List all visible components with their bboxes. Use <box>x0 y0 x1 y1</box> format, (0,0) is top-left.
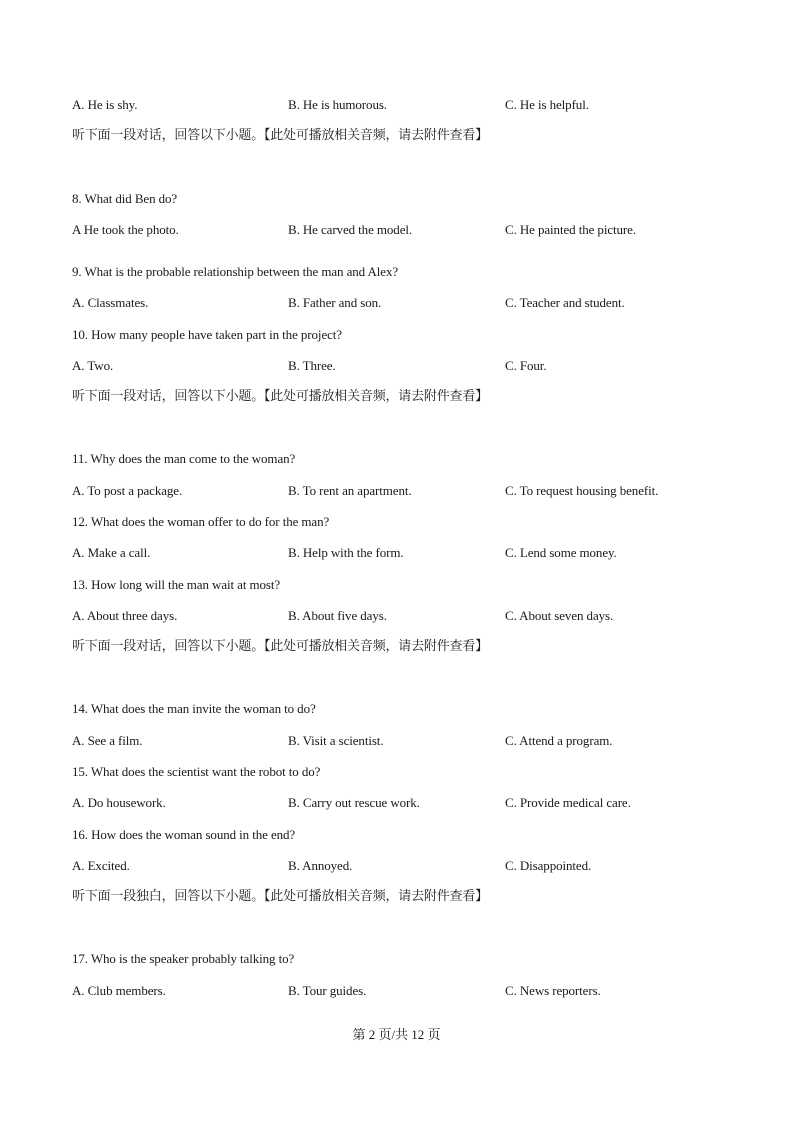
q17-option-c: C. News reporters. <box>505 983 601 998</box>
q16-option-b: B. Annoyed. <box>288 858 353 873</box>
question-13: 13. How long will the man wait at most? <box>72 577 281 592</box>
q14-option-a: A. See a film. <box>72 733 143 748</box>
q10-option-c: C. Four. <box>505 358 547 373</box>
q15-option-a: A. Do housework. <box>72 795 166 810</box>
question-9: 9. What is the probable relationship between the man and Alex? <box>72 264 399 279</box>
question-12: 12. What does the woman offer to do for the man? <box>72 514 330 529</box>
listening-instruction-2: 听下面一段对话，回答以下小题。【此处可播放相关音频，请去附件查看】 <box>72 389 488 404</box>
q14-option-b: B. Visit a scientist. <box>288 733 384 748</box>
q12-option-b: B. Help with the form. <box>288 545 404 560</box>
question-17: 17. Who is the speaker probably talking to? <box>72 951 295 966</box>
q10-option-b: B. Three. <box>288 358 336 373</box>
q8-option-a: A He took the photo. <box>72 222 179 237</box>
question-8: 8. What did Ben do? <box>72 191 178 206</box>
q15-option-c: C. Provide medical care. <box>505 795 631 810</box>
q8-option-c: C. He painted the picture. <box>505 222 636 237</box>
q9-option-c: C. Teacher and student. <box>505 295 625 310</box>
q16-option-c: C. Disappointed. <box>505 858 592 873</box>
q7-option-b: B. He is humorous. <box>288 97 387 112</box>
q11-option-a: A. To post a package. <box>72 483 183 498</box>
listening-instruction-4: 听下面一段独白，回答以下小题。【此处可播放相关音频，请去附件查看】 <box>72 889 488 904</box>
listening-instruction-1: 听下面一段对话，回答以下小题。【此处可播放相关音频，请去附件查看】 <box>72 128 488 143</box>
question-15: 15. What does the scientist want the robot to do? <box>72 764 321 779</box>
question-11: 11. Why does the man come to the woman? <box>72 451 296 466</box>
q9-option-b: B. Father and son. <box>288 295 382 310</box>
q11-option-c: C. To request housing benefit. <box>505 483 659 498</box>
q12-option-c: C. Lend some money. <box>505 545 617 560</box>
question-14: 14. What does the man invite the woman to do? <box>72 701 316 716</box>
q13-option-c: C. About seven days. <box>505 608 614 623</box>
listening-instruction-3: 听下面一段对话，回答以下小题。【此处可播放相关音频，请去附件查看】 <box>72 639 488 654</box>
q17-option-b: B. Tour guides. <box>288 983 367 998</box>
q17-option-a: A. Club members. <box>72 983 166 998</box>
q11-option-b: B. To rent an apartment. <box>288 483 412 498</box>
q15-option-b: B. Carry out rescue work. <box>288 795 420 810</box>
q9-option-a: A. Classmates. <box>72 295 149 310</box>
q16-option-a: A. Excited. <box>72 858 130 873</box>
q7-option-c: C. He is helpful. <box>505 97 589 112</box>
q12-option-a: A. Make a call. <box>72 545 151 560</box>
q14-option-c: C. Attend a program. <box>505 733 613 748</box>
q13-option-a: A. About three days. <box>72 608 178 623</box>
q8-option-b: B. He carved the model. <box>288 222 413 237</box>
q13-option-b: B. About five days. <box>288 608 387 623</box>
q7-option-a: A. He is shy. <box>72 97 138 112</box>
page-number-footer: 第 2 页/共 12 页 <box>352 1027 441 1042</box>
question-16: 16. How does the woman sound in the end? <box>72 827 296 842</box>
question-10: 10. How many people have taken part in the project? <box>72 327 342 342</box>
q10-option-a: A. Two. <box>72 358 114 373</box>
